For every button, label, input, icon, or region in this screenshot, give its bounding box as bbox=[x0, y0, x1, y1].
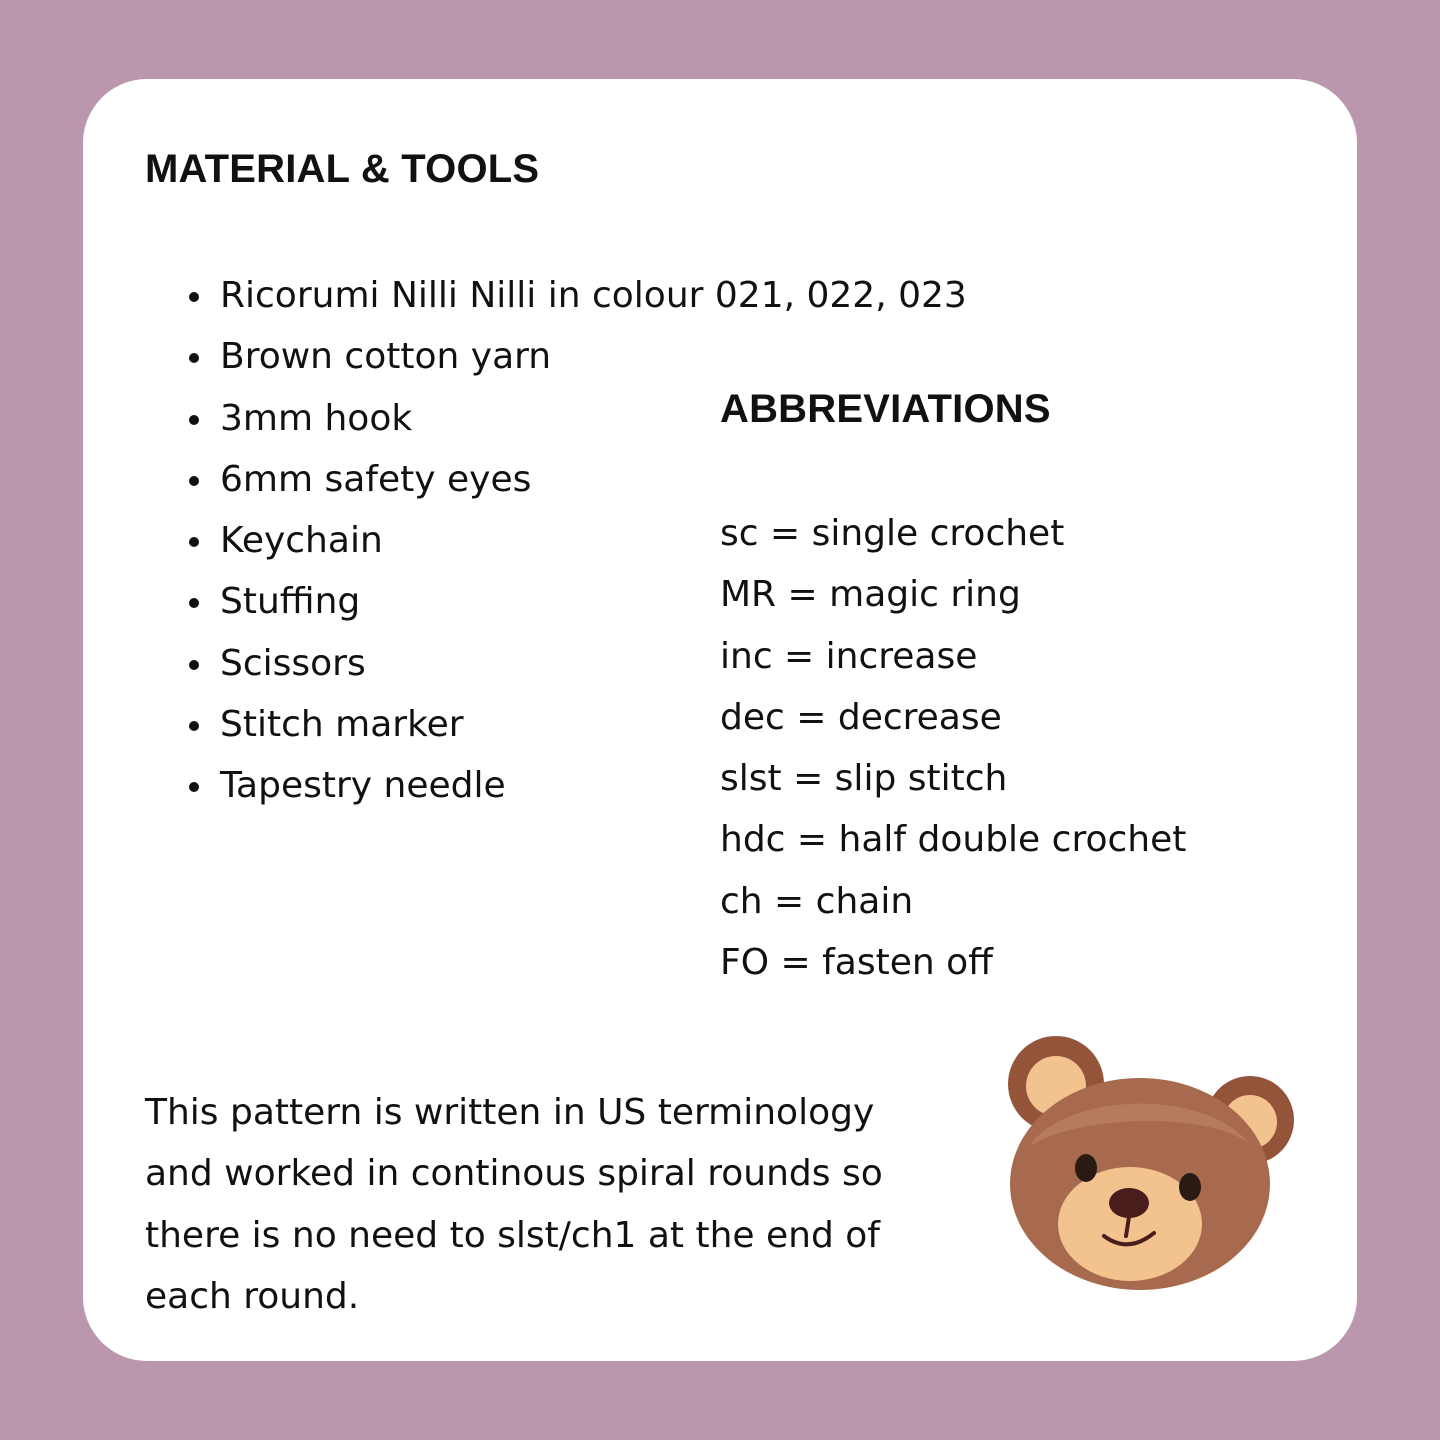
materials-item: 3mm hook bbox=[189, 388, 967, 449]
info-card bbox=[83, 79, 1357, 1361]
materials-item: Stuffing bbox=[189, 571, 967, 632]
abbreviation-item: MR = magic ring bbox=[720, 574, 1021, 616]
bear-right-eye bbox=[1179, 1173, 1201, 1201]
bear-nose bbox=[1109, 1188, 1149, 1218]
materials-item: Scissors bbox=[189, 633, 967, 694]
abbreviation-item: hdc = half double crochet bbox=[720, 819, 1187, 861]
bear-face-icon bbox=[1000, 1034, 1300, 1294]
bear-left-eye bbox=[1075, 1154, 1097, 1182]
abbreviation-item: inc = increase bbox=[720, 635, 978, 677]
materials-item: Keychain bbox=[189, 510, 967, 571]
abbreviation-item: slst = slip stitch bbox=[720, 758, 1008, 800]
terminology-note: This pattern is written in US terminology and worked in continous spiral rounds so there is no need to slst/ch1 at the end of each round. bbox=[145, 1092, 883, 1317]
abbreviation-item: dec = decrease bbox=[720, 696, 1002, 738]
materials-heading: MATERIAL & TOOLS bbox=[145, 147, 540, 191]
materials-item: 6mm safety eyes bbox=[189, 449, 967, 510]
abbreviations-list bbox=[720, 503, 1186, 993]
abbreviation-item: FO = fasten off bbox=[720, 942, 993, 984]
abbreviation-item: ch = chain bbox=[720, 880, 914, 922]
materials-item: Tapestry needle bbox=[189, 755, 967, 816]
materials-item: Ricorumi Nilli Nilli in colour 021, 022, 023 bbox=[189, 265, 967, 326]
materials-item: Stitch marker bbox=[189, 694, 967, 755]
materials-item: Brown cotton yarn bbox=[189, 326, 967, 387]
abbreviations-heading: ABBREVIATIONS bbox=[720, 387, 1051, 431]
abbreviation-item: sc = single crochet bbox=[720, 513, 1065, 554]
